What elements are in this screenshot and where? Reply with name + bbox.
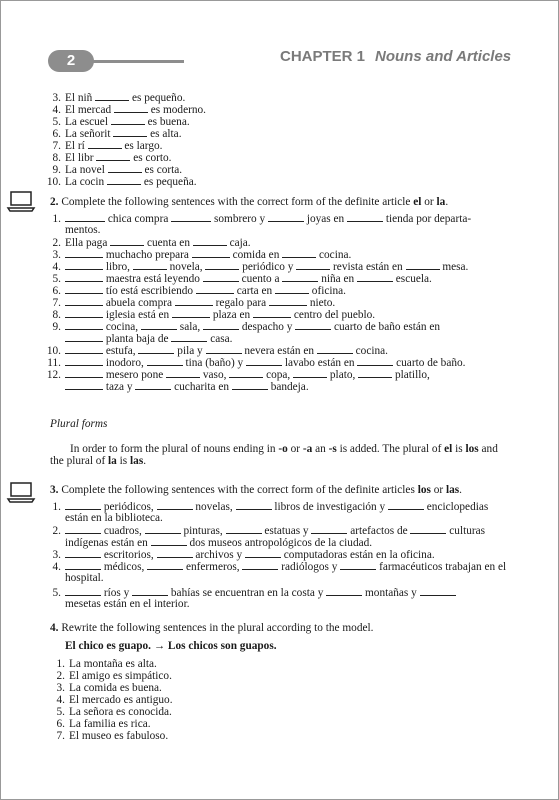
exercise-3-instruction: 3. Complete the following sentences with the correct form of the definite articles los or las. xyxy=(50,484,462,496)
chapter-title: Nouns and Articles xyxy=(375,48,512,65)
laptop-icon xyxy=(6,189,36,213)
list-item: 7. abuela compra regalo para nieto. xyxy=(52,297,336,309)
model-sentence: El chico es guapo. → Los chicos son guapos. xyxy=(65,640,277,652)
list-item: 9. cocina, sala, despacho y cuarto de baño están en xyxy=(52,321,441,333)
blank xyxy=(113,127,147,137)
blank xyxy=(111,115,145,125)
list-item: 1. La montaña es alta. xyxy=(56,658,157,670)
list-item: 5. ríos y bahías se encuentran en la costa y montañas y xyxy=(42,586,456,599)
list-item: 1. periódicos, novelas, libros de investigación y enciclopedias xyxy=(52,501,489,513)
list-item: 8. El libr es corto. xyxy=(52,152,172,164)
list-item: 3. El niñ es pequeño. xyxy=(52,92,186,104)
list-item: 8. iglesia está en plaza en centro del pueblo. xyxy=(52,309,376,321)
paragraph-line: In order to form the plural of nouns ending in -o or -a an -s is added. The plural of el is los and xyxy=(70,443,498,455)
list-item: 3. La comida es buena. xyxy=(56,682,162,694)
list-item: 12. mesero pone vaso, copa, plato, platillo, xyxy=(46,369,430,381)
blank xyxy=(95,91,129,101)
blank xyxy=(88,139,122,149)
page-header xyxy=(0,0,559,80)
blank xyxy=(107,175,141,185)
list-item: 4. libro, novela, periódico y revista están en mesa. xyxy=(52,261,469,273)
header-rule xyxy=(92,60,184,63)
list-item: 10. La cocin es pequeña. xyxy=(46,176,197,188)
list-item: 5. La señora es conocida. xyxy=(56,706,172,718)
chapter-heading xyxy=(280,48,511,65)
list-item: 2. Ella paga cuenta en caja. xyxy=(52,237,251,249)
section-heading: Plural forms xyxy=(50,418,108,430)
list-item: 3. muchacho prepara comida en cocina. xyxy=(52,249,352,261)
exercise-4-instruction: 4. Rewrite the following sentences in the plural according to the model. xyxy=(50,622,374,634)
list-item: 2. El amigo es simpático. xyxy=(56,670,172,682)
list-item: 4. El mercad es moderno. xyxy=(52,104,206,116)
list-item: 7. El museo es fabuloso. xyxy=(56,730,169,742)
list-item-continuation: indígenas están en dos museos antropológicos de la ciudad. xyxy=(65,537,373,549)
list-item: 6. La señorit es alta. xyxy=(52,128,182,140)
list-item-continuation: mentos. xyxy=(65,224,101,236)
chapter-number: CHAPTER 1 xyxy=(280,48,366,65)
paragraph-line: the plural of la is las. xyxy=(50,455,147,467)
laptop-icon xyxy=(6,480,36,504)
list-item-continuation: taza y cucharita en bandeja. xyxy=(65,380,309,393)
exercise-2-instruction: 2. Complete the following sentences with the correct form of the definite article el or la. xyxy=(50,196,449,208)
blank xyxy=(108,163,142,173)
list-item: 6. La familia es rica. xyxy=(56,718,151,730)
list-item: 3. escritorios, archivos y computadoras están en la oficina. xyxy=(52,549,435,561)
list-item-continuation: planta baja de casa. xyxy=(65,332,232,345)
list-item: 5. La escuel es buena. xyxy=(52,116,190,128)
blank xyxy=(114,103,148,113)
list-item-continuation: mesetas están en el interior. xyxy=(65,598,190,610)
list-item: 7. El rí es largo. xyxy=(52,140,163,152)
blank xyxy=(96,151,130,161)
list-item: 1. chica compra sombrero y joyas en tienda por departa- xyxy=(52,213,472,225)
list-item: 2. cuadros, pinturas, estatuas y artefactos de culturas xyxy=(52,525,486,537)
list-item: 9. La novel es corta. xyxy=(52,164,183,176)
list-item: 5. maestra está leyendo cuento a niña en escuela. xyxy=(52,273,432,285)
list-item: 10. estufa, pila y nevera están en cocina. xyxy=(46,345,388,357)
list-item: 4. El mercado es antiguo. xyxy=(56,694,173,706)
list-item: 11. inodoro, tina (baño) y lavabo están en cuarto de baño. xyxy=(47,357,466,369)
list-item-continuation: hospital. xyxy=(65,572,104,584)
page-number-badge: 2 xyxy=(48,50,94,72)
list-item-continuation: están en la biblioteca. xyxy=(65,512,163,524)
list-item: 6. tío está escribiendo carta en oficina. xyxy=(52,285,346,297)
list-item: 4. médicos, enfermeros, radiólogos y farmacéuticos trabajan en el xyxy=(52,561,507,573)
